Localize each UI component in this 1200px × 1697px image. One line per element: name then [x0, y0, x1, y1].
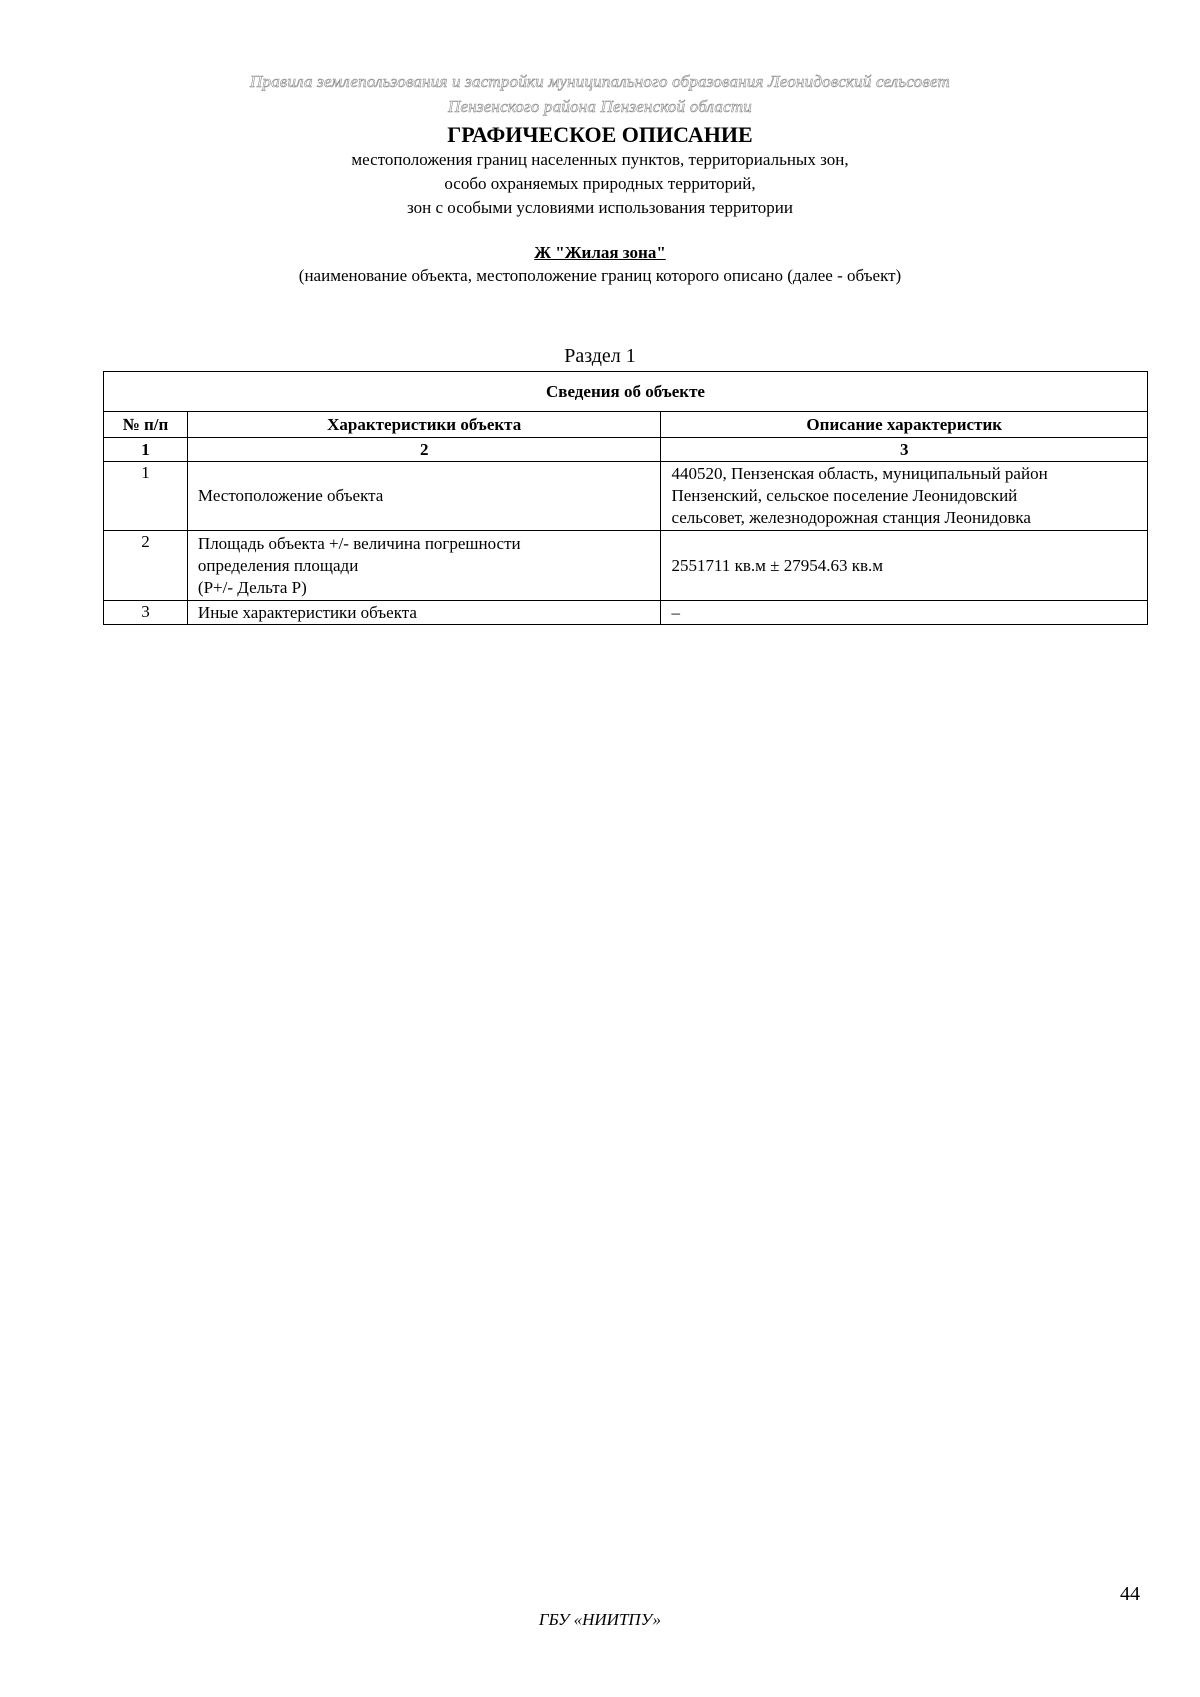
header-description: Описание характеристик — [661, 412, 1148, 438]
index-cell-3: 3 — [661, 438, 1148, 462]
description-line: сельсовет, железнодорожная станция Леонидовка — [671, 508, 1031, 527]
description-line: Пензенский, сельское поселение Леонидовский — [671, 486, 1018, 505]
table-row — [104, 462, 1148, 531]
row-description: – — [661, 601, 1148, 625]
row-number: 2 — [104, 531, 188, 601]
table-row — [104, 601, 1148, 625]
object-caption: (наименование объекта, местоположение границ которого описано (далее - объект) — [298, 266, 902, 285]
page-number: 44 — [1120, 1583, 1140, 1605]
section-label: Раздел 1 — [564, 345, 636, 367]
table-header-row — [104, 412, 1148, 438]
footer-organization: ГБУ «НИИТПУ» — [538, 1610, 662, 1629]
table-caption-row — [104, 372, 1148, 412]
subtitle-line-3: зон с особыми условиями использования территории — [407, 198, 793, 217]
description-line: 440520, Пензенская область, муниципальный район — [671, 464, 1048, 483]
index-cell-2: 2 — [187, 438, 661, 462]
subtitle-line-1: местоположения границ населенных пунктов, территориальных зон, — [351, 150, 849, 169]
object-name: Ж "Жилая зона" — [534, 243, 666, 262]
object-name-line — [0, 243, 1200, 263]
header-line-2: Пензенского района Пензенской области — [448, 97, 752, 116]
row-characteristic: Иные характеристики объекта — [187, 601, 661, 625]
characteristic-line: определения площади — [197, 555, 359, 575]
index-cell-1: 1 — [104, 438, 188, 462]
row-number: 3 — [104, 601, 188, 625]
table-caption: Сведения об объекте — [104, 372, 1148, 412]
table-index-row — [104, 438, 1148, 462]
row-characteristic: Местоположение объекта — [187, 462, 661, 531]
object-info-table — [103, 371, 1148, 625]
header-number: № п/п — [104, 412, 188, 438]
row-characteristic — [187, 531, 661, 601]
subtitle-line-2: особо охраняемых природных территорий, — [444, 174, 756, 193]
document-title: ГРАФИЧЕСКОЕ ОПИСАНИЕ — [447, 122, 753, 147]
row-description: 2551711 кв.м ± 27954.63 кв.м — [661, 531, 1148, 601]
header-characteristic: Характеристики объекта — [187, 412, 661, 438]
row-number: 1 — [104, 462, 188, 531]
table-row — [104, 531, 1148, 601]
row-description — [661, 462, 1148, 531]
characteristic-line: (P+/- Дельта P) — [197, 577, 307, 597]
header-line-1: Правила землепользования и застройки муниципального образования Леонидовский сельсовет — [250, 72, 950, 91]
characteristic-line: Площадь объекта +/- величина погрешности — [197, 533, 521, 553]
